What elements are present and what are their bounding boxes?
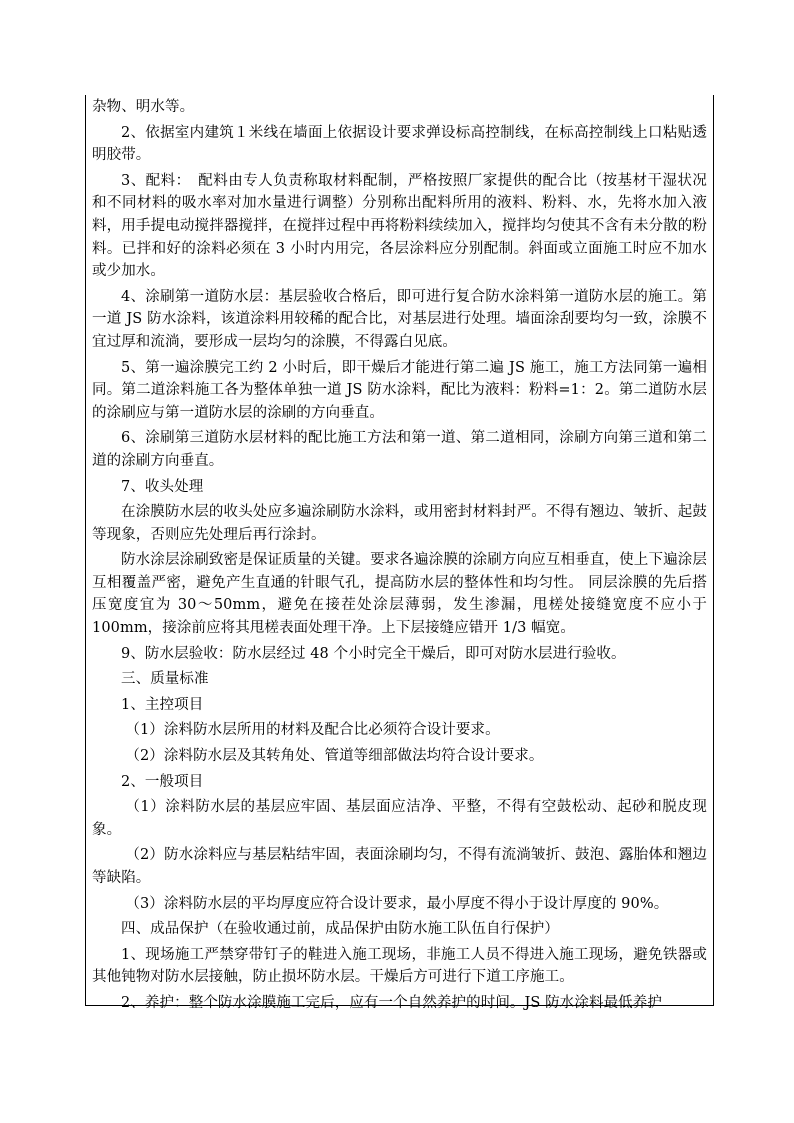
paragraph: （1）涂料防水层所用的材料及配合比必须符合设计要求。: [125, 722, 500, 739]
paragraph: （1）涂料防水层的基层应牢固、基层面应洁净、平整，不得有空鼓松动、起砂和脱皮现象。: [92, 799, 707, 838]
paragraph: （3）涂料防水层的平均厚度应符合设计要求，最小厚度不得小于设计厚度的 90%。: [125, 895, 669, 912]
paragraph: （2）防水涂料应与基层粘结牢固，表面涂刷均匀，不得有流淌皱折、鼓泡、露胎体和翘边等缺陷。: [92, 847, 707, 886]
paragraph: 防水涂层涂刷致密是保证质量的关键。要求各遍涂膜的涂刷方向应互相垂直，使上下遍涂层互相覆盖严密，避免产生直通的针眼气孔，提高防水层的整体性和均匀性。 同层涂膜的先后搭压宽度宜为 30～50mm，避免在接茬处涂层薄弱，发生渗漏，甩槎处接缝宽度不应小于 100mm，接涂前应将其甩槎表面处理干净。上下层接缝应错开 1/3 幅宽。: [92, 552, 707, 637]
paragraph: （2）涂料防水层及其转角处、管道等细部做法均符合设计要求。: [125, 748, 544, 765]
paragraph: 4、涂刷第一道防水层：基层验收合格后，即可进行复合防水涂料第一道防水层的施工。第一道 JS 防水涂料，该道涂料用较稀的配合比，对基层进行处理。墙面涂刮要均匀一致，涂膜不宜过厚和流淌，要形成一层均匀的涂膜，不得露白见底。: [92, 288, 707, 350]
paragraph: 在涂膜防水层的收头处应多遍涂刷防水涂料，或用密封材料封严。不得有翘边、皱折、起鼓等现象，否则应先处理后再行涂封。: [92, 504, 707, 543]
paragraph: 3、配料： 配料由专人负责称取材料配制，严格按照厂家提供的配合比（按基材干湿状况和不同材料的吸水率对加水量进行调整）分别称出配料所用的液料、粉料、水，先将水加入液料，用手提电动搅拌器搅拌，在搅拌过程中再将粉料续续加入，搅拌均匀使其不含有未分散的粉料。已拌和好的涂料必须在 3 小时内用完，各层涂料应分别配制。斜面或立面施工时应不加水或少加水。: [92, 172, 707, 280]
paragraph: 2、养护：整个防水涂膜施工完后，应有一个自然养护的时间。JS 防水涂料最低养护: [121, 994, 662, 1011]
paragraph: 7、收头处理: [121, 478, 204, 495]
paragraph: 1、现场施工严禁穿带钉子的鞋进入施工现场，非施工人员不得进入施工现场，避免铁器或其他钝物对防水层接触，防止损坏防水层。干燥后方可进行下道工序施工。: [92, 946, 707, 986]
paragraph: 2、一般项目: [121, 773, 204, 790]
paragraph: 四、成品保护（在验收通过前，成品保护由防水施工队伍自行保护）: [121, 921, 559, 938]
paragraph: 2、依据室内建筑１米线在墙面上依据设计要求弹设标高控制线，在标高控制线上口粘贴透明胶带。: [92, 124, 707, 164]
paragraph: 1、主控项目: [121, 696, 204, 713]
paragraph: 杂物、明水等。: [92, 99, 195, 115]
paragraph: 6、涂刷第三道防水层材料的配比施工方法和第一道、第二道相同，涂刷方向第三道和第二道的涂刷方向垂直。: [92, 430, 707, 469]
paragraph: 三、质量标准: [121, 671, 209, 688]
paragraph: 9、防水层验收：防水层经过 48 个小时完全干燥后，即可对防水层进行验收。: [121, 645, 626, 662]
document-body: [92, 96, 707, 1018]
paragraph: 5、第一遍涂膜完工约 2 小时后，即干燥后才能进行第二遍 JS 施工，施工方法同第一遍相同。第二道涂料施工各为整体单独一道 JS 防水涂料，配比为液料：粉料=1：2。第二道防水层的涂刷应与第一道防水层的涂刷的方向垂直。: [92, 359, 707, 421]
